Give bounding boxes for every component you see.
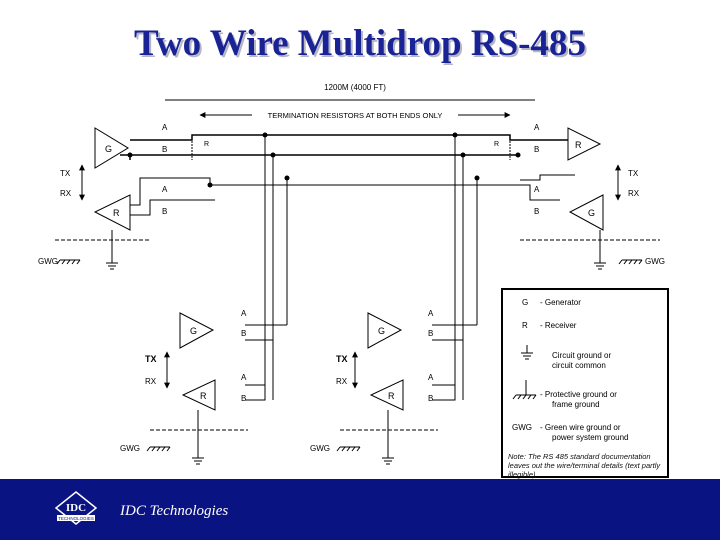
svg-text:B: B [241,394,247,403]
legend-g-key: G [522,298,529,307]
svg-text:R: R [388,391,395,401]
idc-logo-icon [54,491,98,525]
svg-text:A: A [241,373,247,382]
slide-title: Two Wire Multidrop RS-485 [134,23,586,64]
svg-text:- Green wire ground or: - Green wire ground or [540,423,621,432]
svg-text:RX: RX [145,377,157,386]
svg-text:IDC: IDC [65,502,87,514]
legend-g-desc: - Generator [540,298,581,307]
svg-text:A: A [534,185,540,194]
svg-text:R: R [200,391,207,401]
svg-text:A: A [162,185,168,194]
svg-text:B: B [428,394,434,403]
legend-r-key: R [522,321,528,330]
distance-indicator [165,83,535,100]
node1-receiver [183,380,215,410]
svg-text:GWG: GWG [512,423,532,432]
svg-text:- Protective ground or: - Protective ground or [540,390,617,399]
svg-text:power system ground: power system ground [552,433,629,442]
svg-text:A: A [428,373,434,382]
bus-line-a [130,135,570,140]
svg-text:R: R [494,141,500,148]
svg-text:GWG: GWG [310,444,330,453]
left-end-node [38,123,209,269]
left-tx-label: TX [60,169,71,178]
legend-note: Note: The RS 485 standard documentation leaves out the wire/terminal details (text partly illegible) [508,452,661,479]
svg-text:B: B [428,329,434,338]
svg-text:B: B [162,145,168,154]
svg-text:TX: TX [145,354,157,364]
middle-node-1 [120,309,248,464]
termination-indicator [200,111,510,120]
rx-bus-lines [130,175,575,215]
footer-company-name: IDC Technologies [120,503,229,519]
left-gwg-label: GWG [38,257,58,266]
svg-text:GWG: GWG [120,444,140,453]
footer-bar [0,479,720,540]
right-generator [570,195,603,230]
svg-text:TX: TX [336,354,348,364]
right-rx-label: RX [628,189,640,198]
svg-text:G: G [378,326,386,336]
termination-label: TERMINATION RESISTORS AT BOTH ENDS ONLY [267,111,443,120]
svg-text:A: A [534,123,540,132]
drop-lines [245,135,477,400]
legend-r-desc: - Receiver [540,321,577,330]
middle-node-2 [310,309,438,464]
distance-label: 1200M (4000 FT) [324,83,386,92]
node2-receiver [371,380,403,410]
right-receiver-label: R [575,140,582,150]
svg-text:circuit common: circuit common [552,361,606,370]
right-end-node [494,123,665,269]
svg-text:frame ground: frame ground [552,400,600,409]
right-generator-label: G [588,208,596,218]
svg-text:B: B [241,329,247,338]
svg-text:Circuit ground or: Circuit ground or [552,351,612,360]
svg-text:B: B [534,145,540,154]
right-tx-label: TX [628,169,639,178]
right-gwg-label: GWG [645,257,665,266]
bus-line-b [120,155,518,160]
svg-text:TECHNOLOGIES: TECHNOLOGIES [58,516,94,521]
left-generator-label: G [105,144,113,154]
legend [502,289,668,477]
left-rx-label: RX [60,189,72,198]
svg-text:A: A [241,309,247,318]
svg-text:A: A [162,123,168,132]
svg-text:RX: RX [336,377,348,386]
svg-text:G: G [190,326,198,336]
right-receiver [568,128,600,160]
svg-text:R: R [204,141,210,148]
svg-text:B: B [534,207,540,216]
svg-text:A: A [428,309,434,318]
svg-text:B: B [162,207,168,216]
left-receiver-label: R [113,208,120,218]
